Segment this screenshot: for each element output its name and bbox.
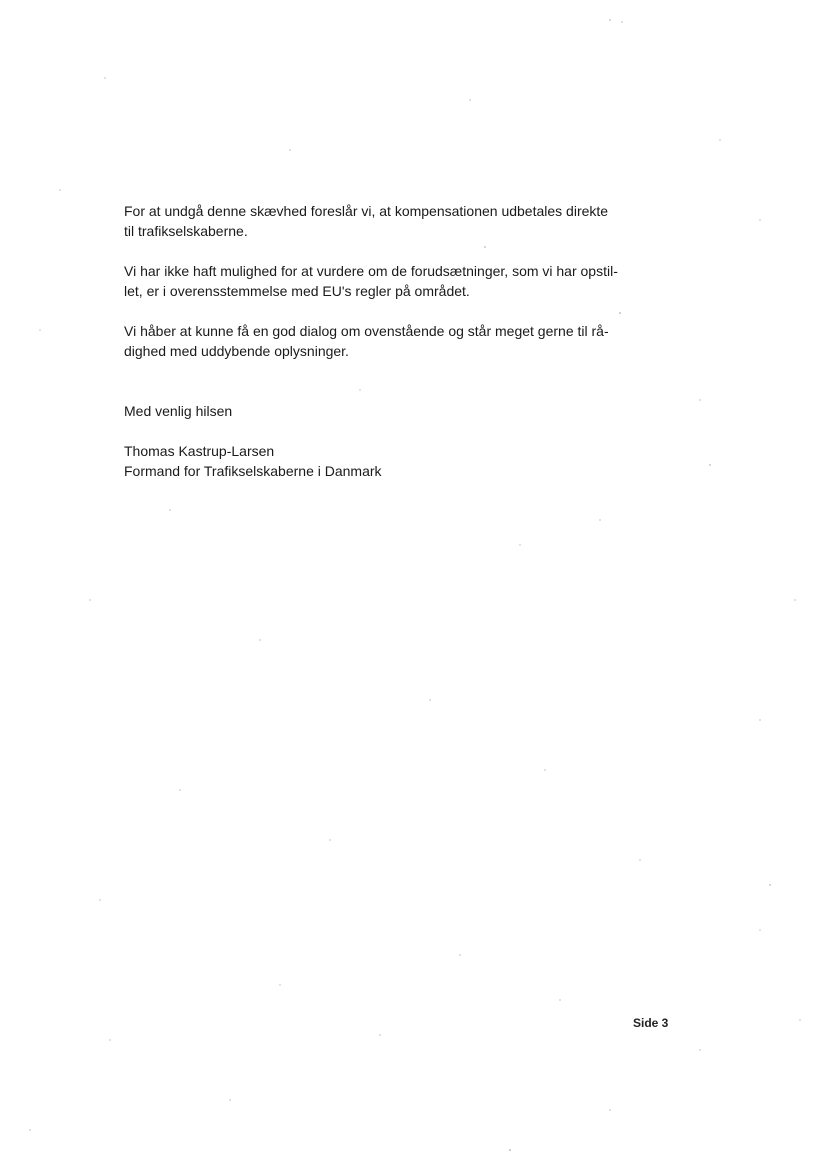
signature-block bbox=[124, 441, 684, 481]
page-number: Side 3 bbox=[633, 1016, 669, 1030]
paragraph-line: Vi håber at kunne få en god dialog om ovenstående og står meget gerne til rå- bbox=[124, 323, 609, 339]
body-paragraph bbox=[124, 321, 684, 361]
closing-salutation: Med venlig hilsen bbox=[124, 403, 233, 419]
paragraph-line: For at undgå denne skævhed foreslår vi, at kompensationen udbetales direkte bbox=[124, 203, 609, 219]
signer-title: Formand for Trafikselskaberne i Danmark bbox=[124, 463, 382, 479]
paragraph-line: dighed med uddybende oplysninger. bbox=[124, 343, 349, 359]
paragraph-line: let, er i overensstemmelse med EU's regler på området. bbox=[124, 283, 470, 299]
paragraph-line: Vi har ikke haft mulighed for at vurdere om de forudsætninger, som vi har opstil- bbox=[124, 263, 618, 279]
body-paragraph bbox=[124, 261, 684, 301]
signer-name: Thomas Kastrup-Larsen bbox=[124, 443, 275, 459]
paragraph-line: til trafikselskaberne. bbox=[124, 223, 248, 239]
body-paragraph bbox=[124, 201, 684, 241]
